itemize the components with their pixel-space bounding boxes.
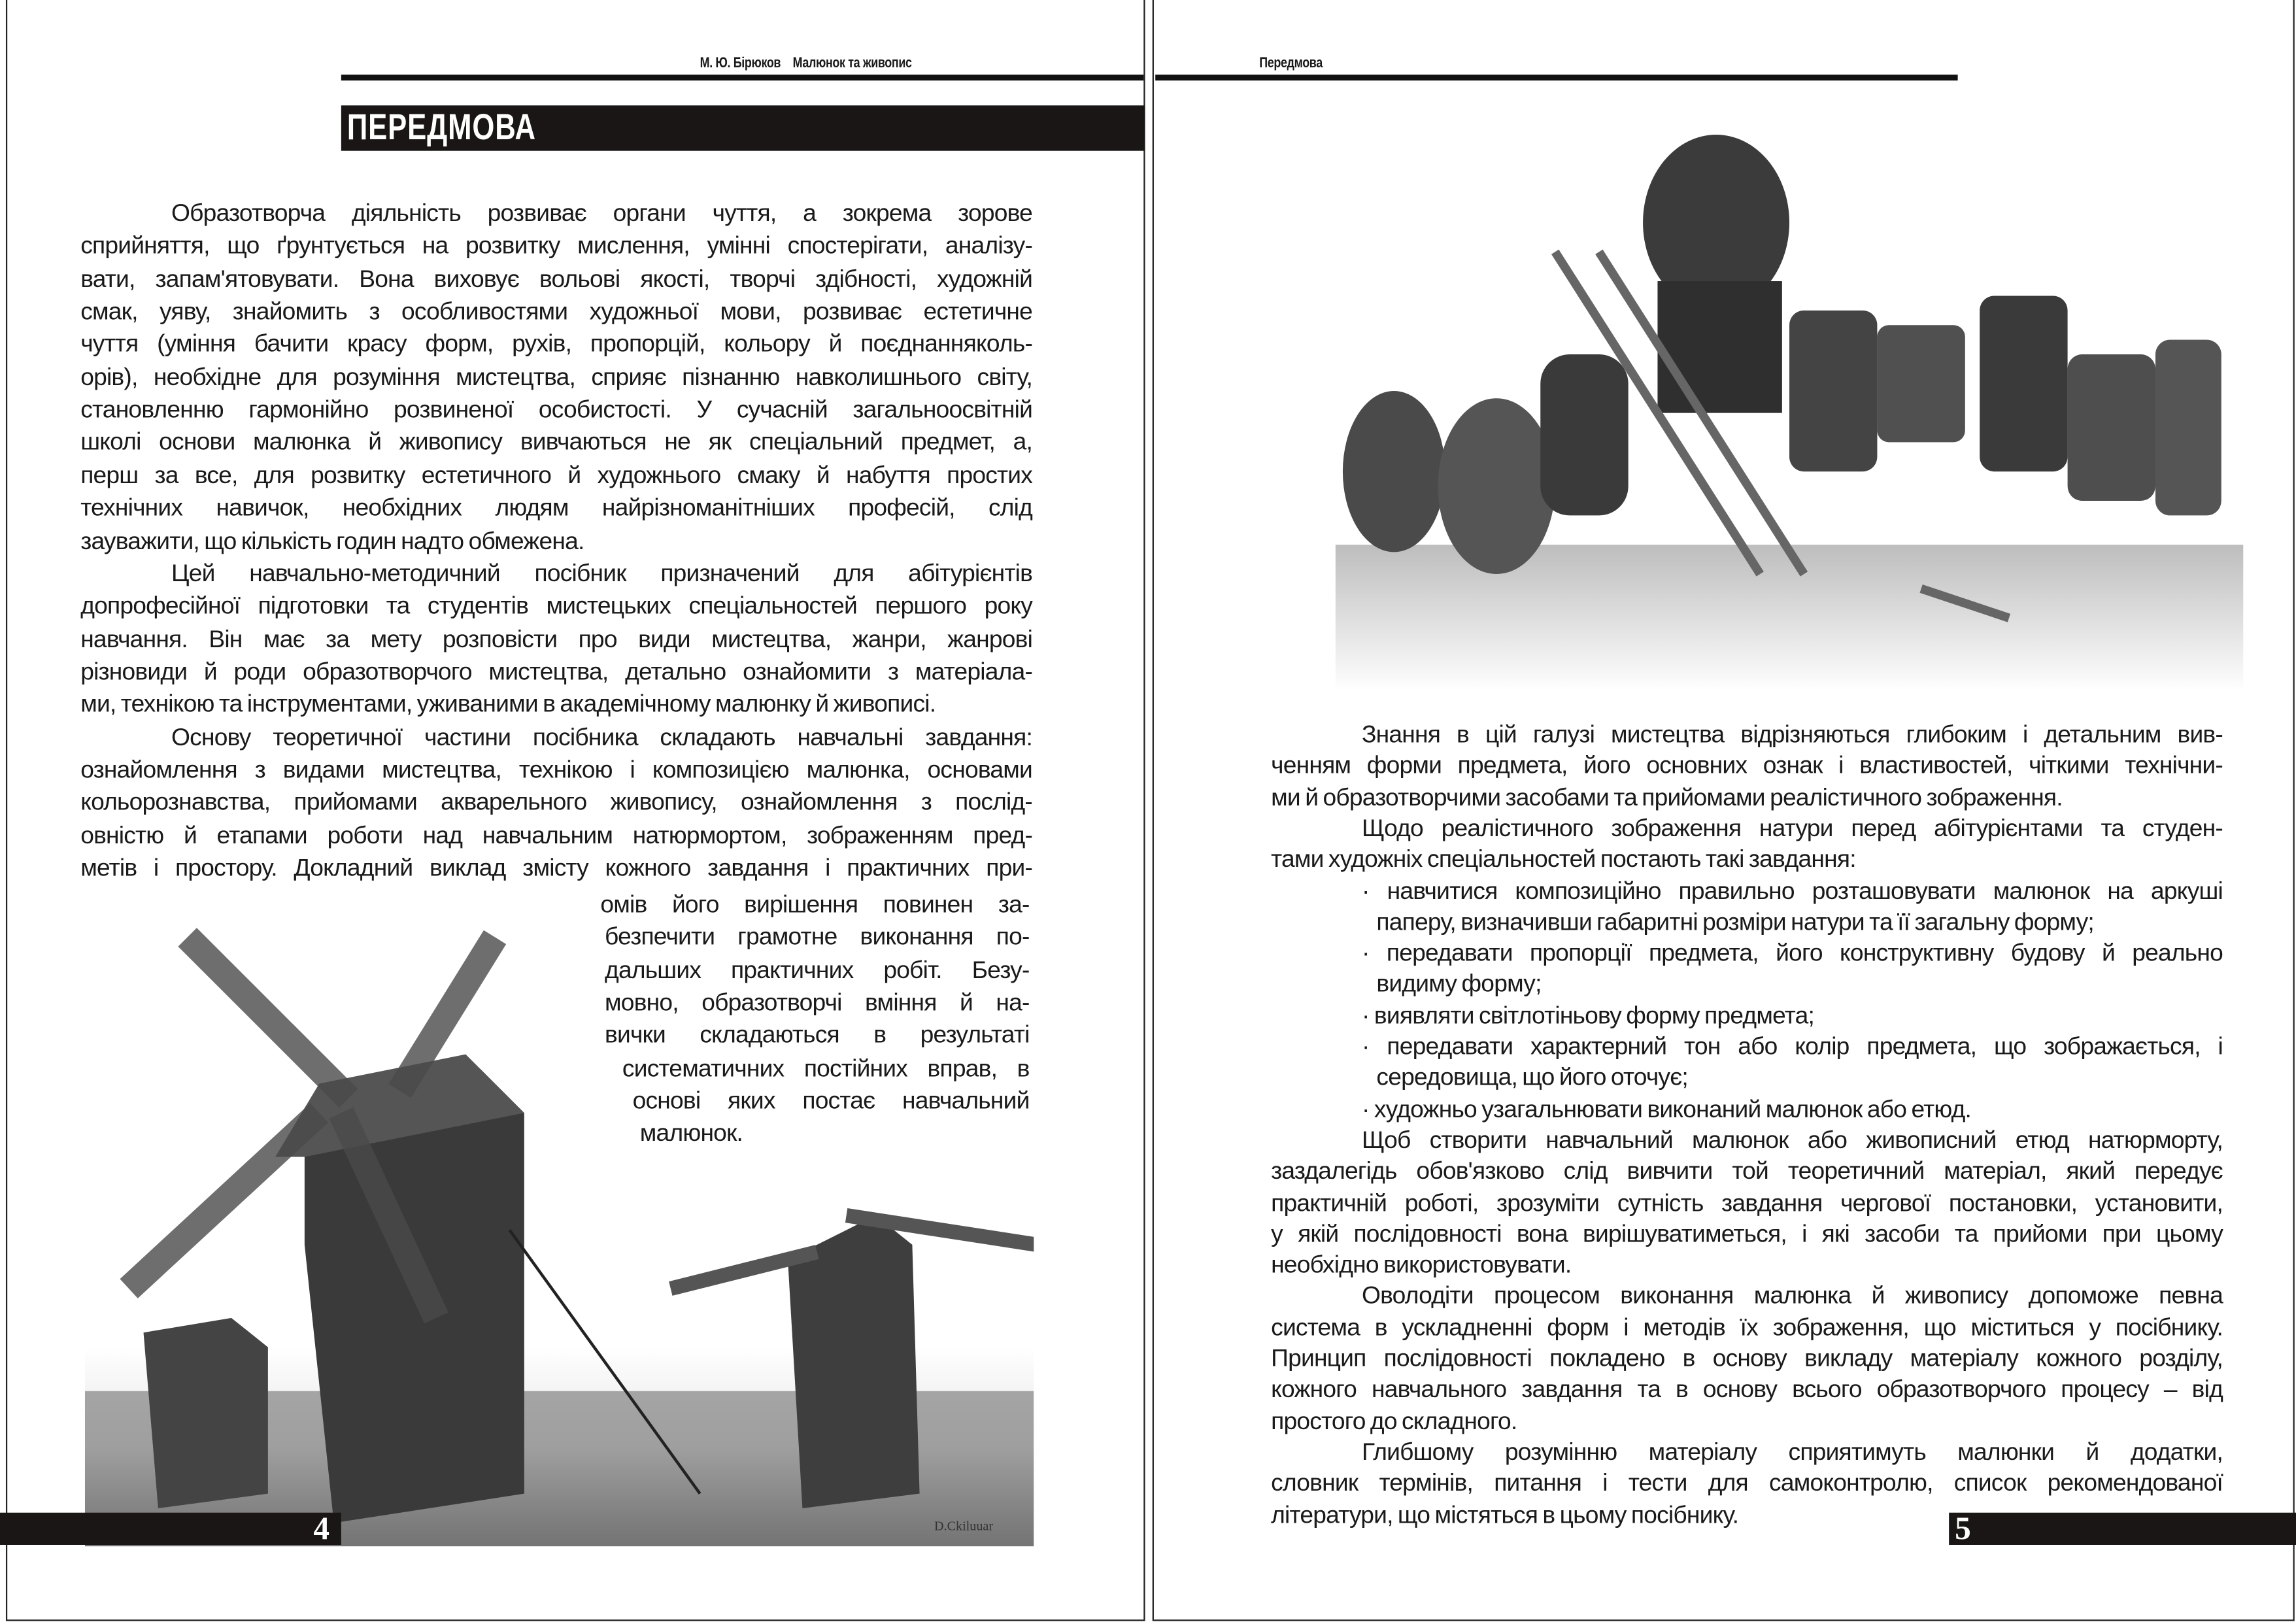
pottery-still-life-illustration — [1336, 91, 2244, 691]
text-line: технічних навичок, необхідних людям найрізноманітніших професій, слід — [80, 494, 1033, 522]
page-number: 4 — [313, 1510, 329, 1547]
text-line: літератури, що містяться в цьому посібнику. — [1271, 1500, 1739, 1529]
text-line: становленню гармонійно розвиненої особистості. У сучасній загальноосвітній — [80, 395, 1033, 424]
text-line: допрофесійної підготовки та студентів мистецьких спеціальностей першого року — [80, 592, 1033, 620]
text-line: мовно, образотворчі вміння й на- — [605, 988, 1030, 1017]
text-line: Щоб створити навчальний малюнок або живописний етюд натюрморту, — [1362, 1126, 2223, 1154]
running-header-left — [700, 56, 912, 72]
text-line: Основу теоретичної частини посібника складають навчальні завдання: — [171, 722, 1033, 751]
text-line: орів), необхідне для розуміння мистецтва, сприяє пізнанню навколишнього світу, — [80, 362, 1033, 391]
text-line: необхідно використовувати. — [1271, 1250, 1572, 1279]
text-line: основі яких постає навчальний — [632, 1087, 1030, 1115]
text-line: омів його вирішення повинен за- — [600, 890, 1030, 919]
section-title-band — [341, 105, 1145, 150]
text-line: чуття (уміння бачити красу форм, рухів, пропорцій, кольору й поєднанняколь- — [80, 330, 1033, 358]
artist-signature: D.Ckiluuar — [934, 1519, 994, 1534]
text-line: сприйняття, що ґрунтується на розвитку мислення, умінні спостерігати, аналізу- — [80, 231, 1033, 260]
text-line: · художньо узагальнювати виконаний малюнок або етюд. — [1362, 1094, 1972, 1123]
text-line: вички складаються в результаті — [605, 1021, 1030, 1049]
text-line: різновиди й роди образотворчого мистецтва, детально ознайомити з матеріала- — [80, 657, 1033, 685]
text-line: простого до складного. — [1271, 1406, 1517, 1435]
text-line: ченням форми предмета, його основних ознак і властивостей, чіткими технічни- — [1271, 751, 2223, 780]
header-rule-left — [341, 75, 1143, 80]
running-header-right — [1259, 56, 1323, 72]
text-line: · виявляти світлотіньову форму предмета; — [1362, 1001, 1815, 1029]
text-line: · передавати пропорції предмета, його конструктивну будову й реально — [1362, 938, 2223, 967]
text-line: смак, уяву, знайомить з особливостями художньої мови, розвиває естетичне — [80, 297, 1033, 326]
text-line: Образотворча діяльність розвиває органи чуття, а зокрема зорове — [171, 199, 1033, 228]
text-line: безпечити грамотне виконання по- — [605, 922, 1030, 951]
text-line: ознайомлення з видами мистецтва, технікою і композицією малюнка, основами — [80, 755, 1033, 784]
header-book-title: Малюнок та живопис — [792, 56, 912, 72]
text-line: видиму форму; — [1376, 970, 1542, 998]
text-line: вати, запам'ятовувати. Вона виховує вольові якості, творчі здібності, художній — [80, 264, 1033, 293]
text-line: систематичних постійних вправ, в — [622, 1054, 1030, 1082]
text-line: паперу, визначивши габаритні розміри натури та її загальну форму; — [1376, 907, 2094, 936]
page-number-bar-right — [1949, 1510, 2296, 1547]
text-line: перш за все, для розвитку естетичного й художнього смаку й набуття простих — [80, 461, 1033, 489]
text-line: ми й образотворчими засобами та прийомами реалістичного зображення. — [1271, 783, 2063, 811]
section-title: ПЕРЕДМОВА — [346, 107, 536, 148]
text-line: ми, технікою та інструментами, уживаними в академічному малюнку й живописі. — [80, 690, 936, 719]
text-line: у якій послідовності вона вирішуватиметься, і які засоби та прийоми при цьому — [1271, 1219, 2223, 1247]
text-line: Глибшому розумінню матеріалу сприятимуть малюнки й додатки, — [1362, 1438, 2223, 1466]
header-section: Передмова — [1259, 56, 1323, 72]
text-line: Цей навчально-методичний посібник призначений для абітурієнтів — [171, 559, 1033, 587]
windmills-illustration — [85, 908, 1034, 1547]
text-line: заздалегідь обов'язково слід вивчити той теоретичний матеріал, який передує — [1271, 1157, 2223, 1185]
text-line: овністю й етапами роботи над навчальним натюрмортом, зображенням пред- — [80, 820, 1033, 849]
text-line: тами художніх спеціальностей постають такі завдання: — [1271, 845, 1856, 873]
text-line: Оволодіти процесом виконання малюнка й живопису допоможе певна — [1362, 1281, 2223, 1310]
text-line: середовища, що його оточує; — [1376, 1063, 1688, 1092]
text-line: кольорознавства, прийомами акварельного живопису, ознайомлення з послід- — [80, 788, 1033, 817]
text-line: навчання. Він має за мету розповісти про види мистецтва, жанри, жанрові — [80, 624, 1033, 652]
text-line: зауважити, що кількість годин надто обмежена. — [80, 526, 584, 554]
text-line: дальших практичних робіт. Безу- — [605, 955, 1030, 984]
text-line: система в ускладненні форм і методів їх зображення, що міститься у посібнику. — [1271, 1313, 2223, 1341]
page-number: 5 — [1955, 1510, 1971, 1547]
header-author: М. Ю. Бірюков — [700, 56, 781, 72]
text-line: Щодо реалістичного зображення натури перед абітурієнтами та студен- — [1362, 814, 2223, 842]
header-rule-right — [1155, 75, 1957, 80]
page-number-bar-left — [0, 1510, 341, 1547]
text-line: малюнок. — [639, 1119, 743, 1147]
text-line: школі основи малюнка й живопису вивчаються не як спеціальний предмет, а, — [80, 428, 1033, 456]
text-line: · навчитися композиційно правильно розташовувати малюнок на аркуші — [1362, 876, 2223, 905]
text-line: практичній роботі, зрозуміти сутність завдання чергової постановки, установити, — [1271, 1188, 2223, 1217]
text-line: кожного навчального завдання та в основу всього образотворчого процесу – від — [1271, 1375, 2223, 1404]
text-line: метів і простору. Докладний виклад змісту кожного завдання і практичних при- — [80, 853, 1033, 882]
text-line: Принцип послідовності покладено в основу викладу матеріалу кожного розділу, — [1271, 1344, 2223, 1372]
text-line: словник термінів, питання і тести для самоконтролю, список рекомендованої — [1271, 1468, 2223, 1497]
text-line: · передавати характерний тон або колір предмета, що зображається, і — [1362, 1032, 2223, 1060]
text-line: Знання в цій галузі мистецтва відрізняються глибоким і детальним вив- — [1362, 720, 2223, 749]
